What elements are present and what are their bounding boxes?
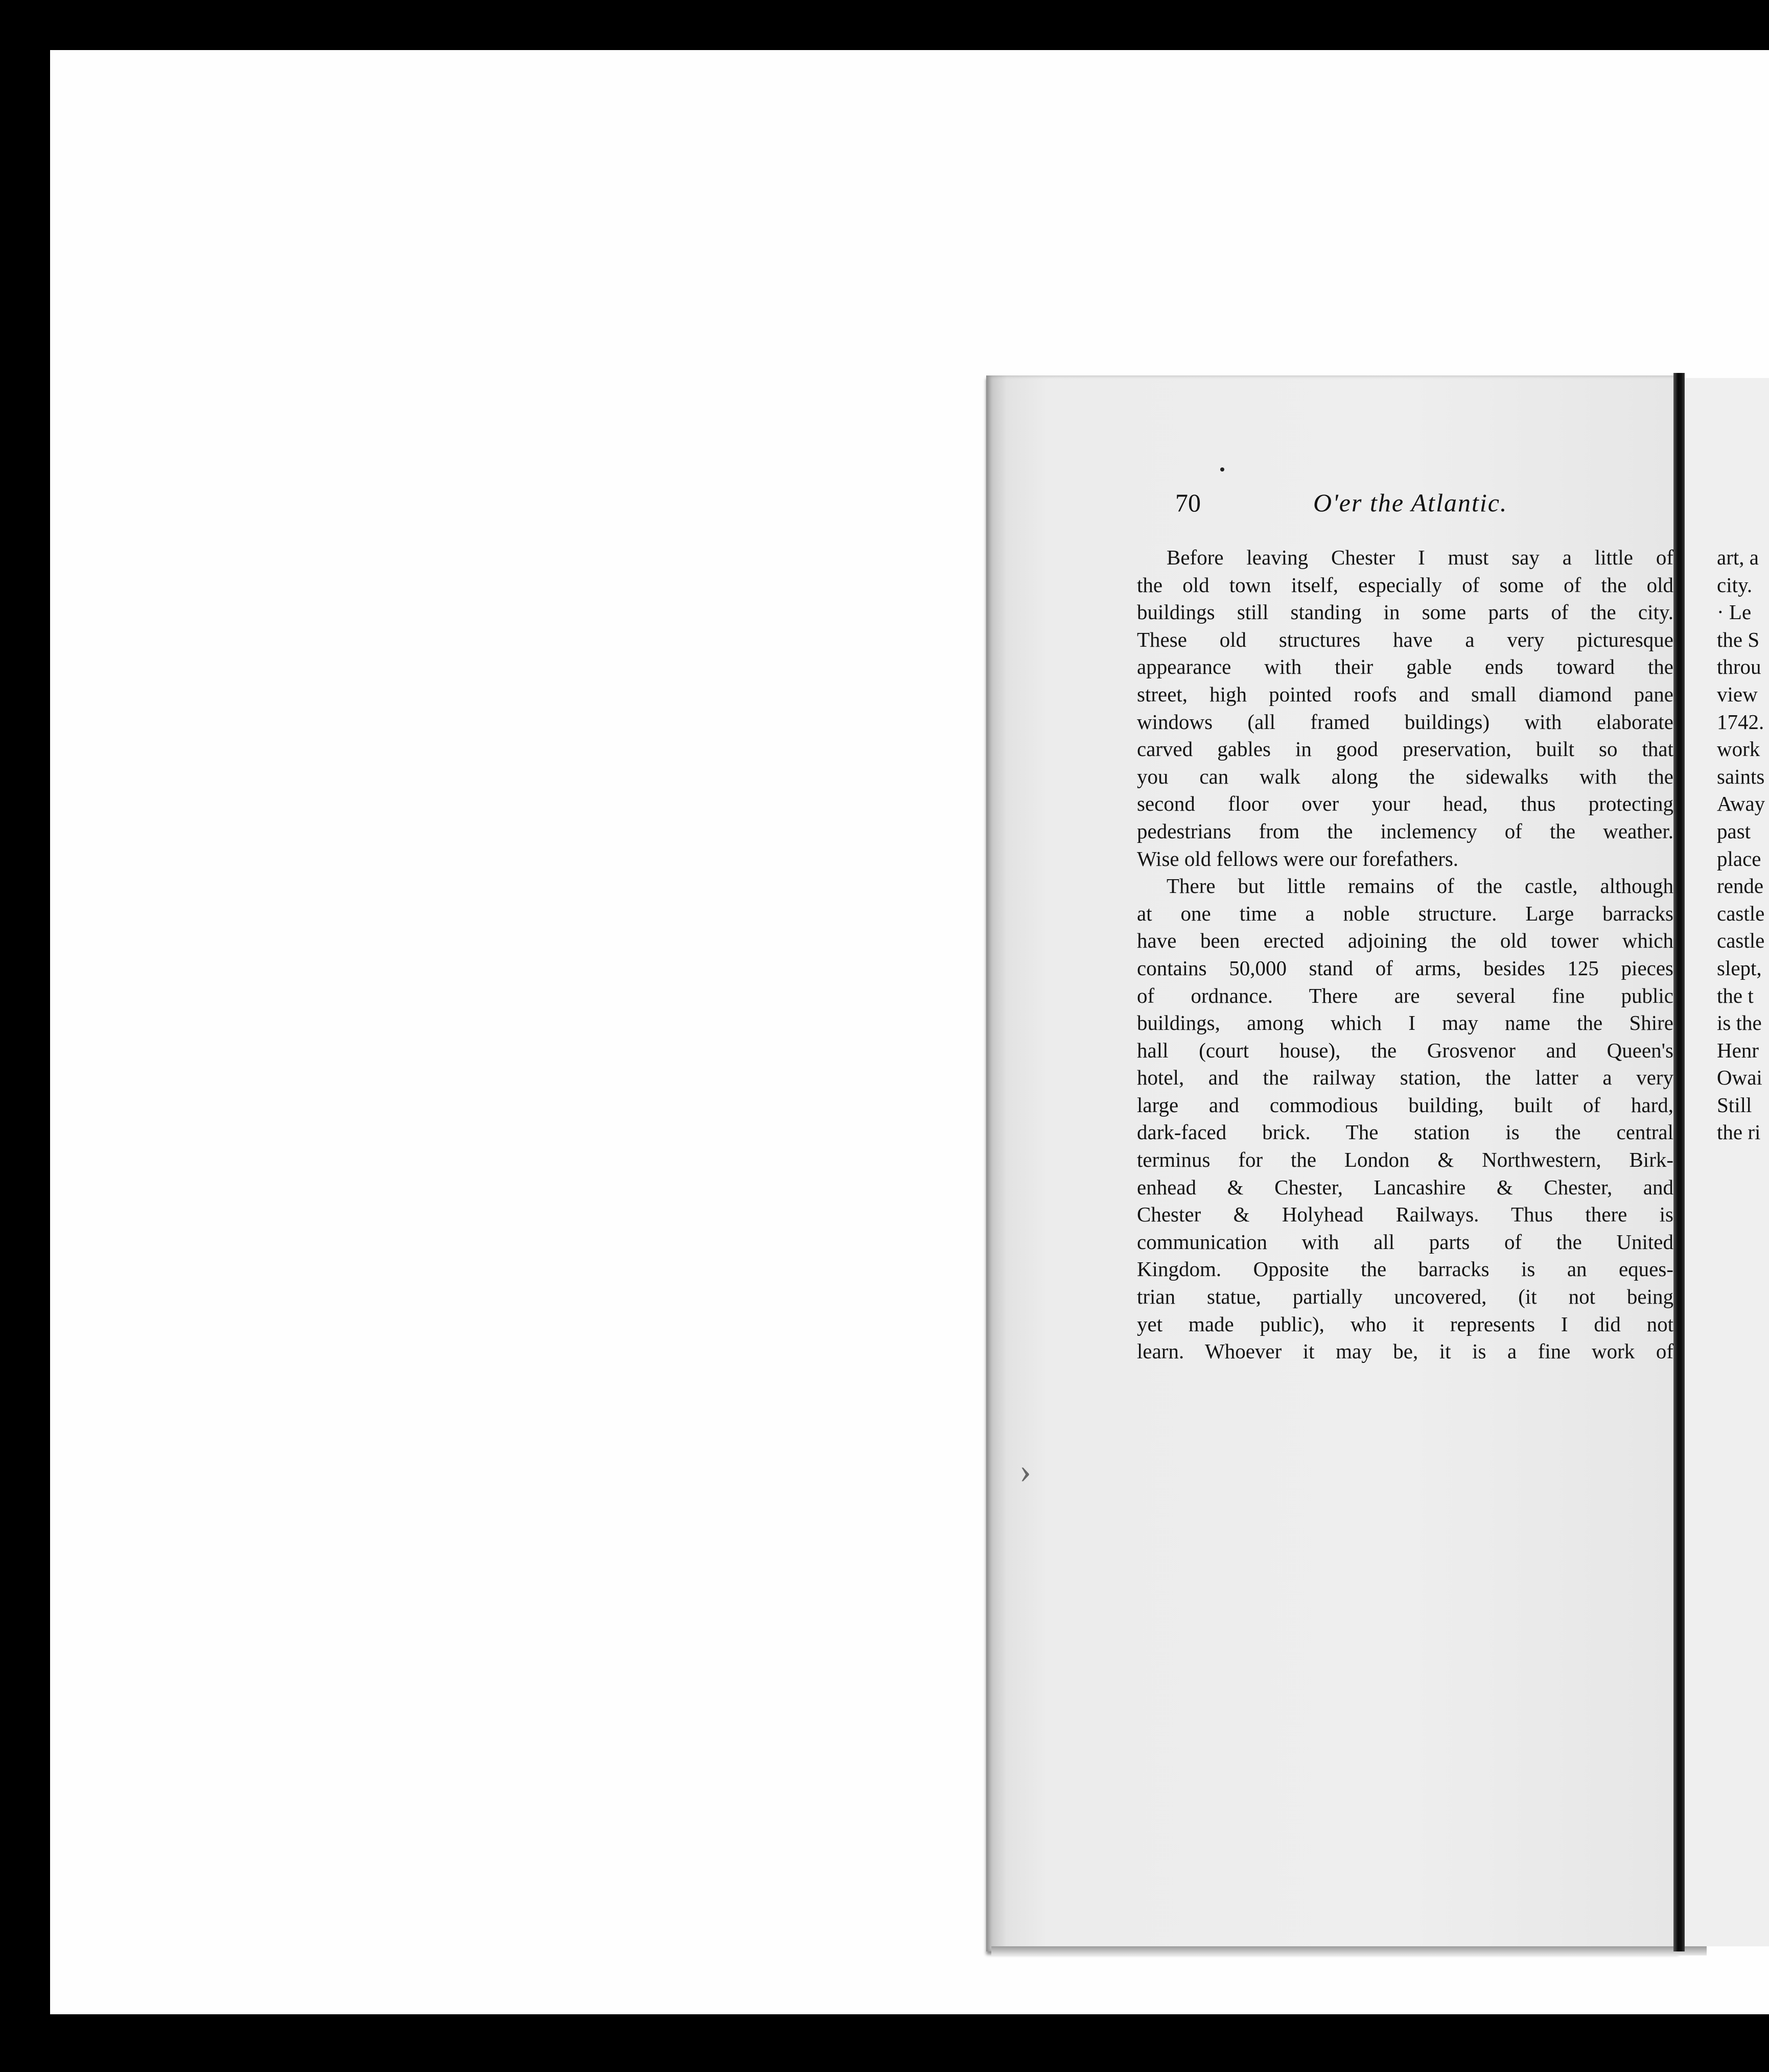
right-page-fragment: 1742. [1717, 710, 1764, 734]
page-number: 70 [1175, 488, 1201, 517]
text-line: hotel, and the railway station, the latter a very [1137, 1066, 1673, 1090]
text-line: contains 50,000 stand of arms, besides 125 pieces [1137, 956, 1673, 980]
text-line: These old structures have a very picturesque [1137, 627, 1673, 651]
text-line: carved gables in good preservation, built so that [1137, 737, 1673, 761]
right-page-fragment: the ri [1717, 1120, 1761, 1144]
right-page-fragment: throu [1717, 655, 1761, 679]
text-line: Kingdom. Opposite the barracks is an eques- [1137, 1257, 1673, 1281]
text-line: yet made public), who it represents I did not [1137, 1312, 1673, 1336]
right-page-fragment: work [1717, 737, 1760, 761]
text-line: terminus for the London & Northwestern, Birk- [1137, 1148, 1673, 1172]
right-page-fragment: Owai [1717, 1066, 1762, 1090]
right-page-fragment: · Le [1717, 600, 1752, 624]
book-gutter [1673, 373, 1685, 1951]
right-page-fragment: rende [1717, 874, 1764, 898]
text-line: appearance with their gable ends toward the [1137, 655, 1673, 679]
right-page-fragment: castle [1717, 901, 1765, 925]
right-page-fragment: past [1717, 819, 1751, 843]
text-line: pedestrians from the inclemency of the weather. [1137, 819, 1673, 843]
right-page-fragment: slept, [1717, 956, 1762, 980]
text-line: the old town itself, especially of some of the old [1137, 573, 1673, 597]
right-page-fragment: Still [1717, 1093, 1752, 1117]
text-line: you can walk along the sidewalks with the [1137, 764, 1673, 788]
right-page-fragment: saints [1717, 764, 1765, 788]
text-line: have been erected adjoining the old tower which [1137, 929, 1673, 953]
ink-speck [1220, 467, 1224, 472]
body-text [1137, 544, 1673, 1365]
text-line: large and commodious building, built of hard, [1137, 1093, 1673, 1117]
text-line: dark-faced brick. The station is the central [1137, 1120, 1673, 1144]
text-line: communication with all parts of the United [1137, 1230, 1673, 1254]
right-page-fragment: is the [1717, 1011, 1762, 1035]
text-line: hall (court house), the Grosvenor and Queen's [1137, 1038, 1673, 1062]
right-page-fragment: castle [1717, 929, 1765, 953]
text-line: street, high pointed roofs and small diamond pane [1137, 682, 1673, 706]
text-line: at one time a noble structure. Large barracks [1137, 901, 1673, 925]
right-page-text [1717, 544, 1769, 1146]
text-line: learn. Whoever it may be, it is a fine work of [1137, 1339, 1673, 1363]
right-page-fragment: art, a [1717, 546, 1759, 569]
text-line: buildings, among which I may name the Shire [1137, 1011, 1673, 1035]
text-line: buildings still standing in some parts of the city. [1137, 600, 1673, 624]
text-line: second floor over your head, thus protecting [1137, 792, 1673, 816]
text-line: There but little remains of the castle, although [1167, 874, 1673, 898]
text-line: of ordnance. There are several fine public [1137, 983, 1673, 1007]
page-header [1175, 488, 1635, 524]
right-page-fragment: the S [1717, 627, 1760, 651]
right-page-fragment: view [1717, 682, 1758, 706]
right-page-fragment: Away [1717, 792, 1765, 816]
page-bottom-edge [991, 1946, 1707, 1956]
text-line: Before leaving Chester I must say a little of [1167, 546, 1673, 569]
right-page-fragment: city. [1717, 573, 1753, 597]
text-line: Wise old fellows were our forefathers. [1137, 846, 1459, 870]
right-page-fragment: Henr [1717, 1038, 1759, 1062]
page-edge-mark: › [1019, 1451, 1032, 1491]
text-line: windows (all framed buildings) with elaborate [1137, 710, 1673, 734]
text-line: trian statue, partially uncovered, (it not being [1137, 1285, 1673, 1309]
text-line: enhead & Chester, Lancashire & Chester, and [1137, 1175, 1673, 1199]
text-line: Chester & Holyhead Railways. Thus there is [1137, 1203, 1673, 1227]
right-page-fragment: the t [1717, 983, 1754, 1007]
right-page-fragment: place [1717, 846, 1761, 870]
running-title: O'er the Atlantic. [1313, 488, 1508, 517]
